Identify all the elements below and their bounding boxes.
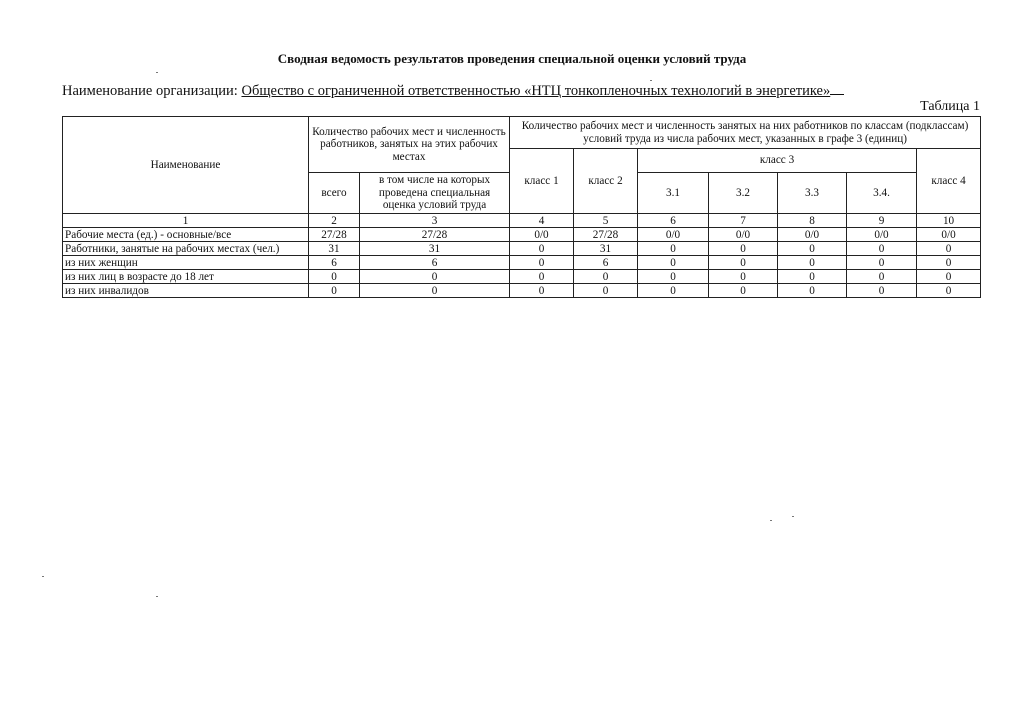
header-class1: класс 1 [510, 149, 574, 214]
table-cell: 0 [638, 242, 709, 256]
underline-fill [830, 94, 844, 95]
table-cell: 0 [574, 270, 638, 284]
row-label: из них инвалидов [63, 284, 309, 298]
table-cell: 0 [847, 284, 917, 298]
document-title: Сводная ведомость результатов проведения специальной оценки условий труда [277, 51, 747, 66]
table-cell: 0 [510, 242, 574, 256]
row-label: Работники, занятые на рабочих местах (чел.) [63, 242, 309, 256]
table-cell: 0/0 [847, 228, 917, 242]
table-cell: 0 [510, 284, 574, 298]
table-cell: 6 [574, 256, 638, 270]
table-cell: 6 [309, 256, 360, 270]
column-number: 3 [360, 214, 510, 228]
table-cell: 0 [778, 270, 847, 284]
column-number: 7 [709, 214, 778, 228]
table-cell: 0/0 [510, 228, 574, 242]
column-number: 4 [510, 214, 574, 228]
table-cell: 0 [309, 270, 360, 284]
table-cell: 31 [309, 242, 360, 256]
header-workplaces-group: Количество рабочих мест и численность работников, занятых на этих рабочих местах [309, 117, 510, 173]
column-number: 9 [847, 214, 917, 228]
scan-speck [42, 576, 44, 577]
row-label: из них женщин [63, 256, 309, 270]
organization-line [62, 83, 844, 100]
table-cell: 0 [709, 256, 778, 270]
table-number: Таблица 1 [920, 99, 980, 114]
table-cell: 0/0 [638, 228, 709, 242]
table-cell: 0 [709, 284, 778, 298]
scan-speck [650, 80, 652, 81]
table-cell: 0 [360, 284, 510, 298]
row-label: из них лиц в возрасте до 18 лет [63, 270, 309, 284]
table-cell: 0/0 [917, 228, 981, 242]
column-number: 5 [574, 214, 638, 228]
header-classes-group: Количество рабочих мест и численность занятых на них работников по классам (подклассам) условий труда из числа рабочих мест, указанных в графе 3 (единиц) [510, 117, 981, 149]
table-cell: 0 [709, 242, 778, 256]
table-cell: 0 [778, 284, 847, 298]
organization-name: Общество с ограниченной ответственностью «НТЦ тонкопленочных технологий в энергетике» [241, 83, 831, 99]
table-cell: 0 [709, 270, 778, 284]
header-class3-1: 3.1 [638, 173, 709, 214]
table-cell: 0 [510, 270, 574, 284]
table-cell: 0 [510, 256, 574, 270]
table-row [63, 256, 981, 270]
table-cell: 0/0 [778, 228, 847, 242]
table-cell: 0 [638, 256, 709, 270]
scan-speck [792, 516, 794, 517]
table-row [63, 284, 981, 298]
header-class3-2: 3.2 [709, 173, 778, 214]
table-cell: 0 [309, 284, 360, 298]
scan-speck [156, 72, 158, 73]
header-assessed: в том числе на которых проведена специальная оценка условий труда [360, 173, 510, 214]
header-total: всего [309, 173, 360, 214]
table-row [63, 242, 981, 256]
table-cell: 6 [360, 256, 510, 270]
header-class2: класс 2 [574, 149, 638, 214]
table-cell: 27/28 [574, 228, 638, 242]
column-number: 2 [309, 214, 360, 228]
column-number: 10 [917, 214, 981, 228]
header-class4: класс 4 [917, 149, 981, 214]
column-number: 8 [778, 214, 847, 228]
header-class3-4: 3.4. [847, 173, 917, 214]
table-cell: 0 [847, 256, 917, 270]
header-class3: класс 3 [638, 149, 917, 173]
column-numbers-row [63, 214, 981, 228]
table-cell: 27/28 [360, 228, 510, 242]
table-cell: 0 [778, 242, 847, 256]
table-cell: 0 [778, 256, 847, 270]
table-cell: 0 [917, 256, 981, 270]
table-cell: 0 [917, 284, 981, 298]
table-cell: 0 [917, 270, 981, 284]
table-cell: 0 [574, 284, 638, 298]
table-cell: 0 [847, 270, 917, 284]
table-cell: 0 [917, 242, 981, 256]
column-number: 1 [63, 214, 309, 228]
table-cell: 31 [574, 242, 638, 256]
table-cell: 0/0 [709, 228, 778, 242]
table-cell: 31 [360, 242, 510, 256]
table-cell: 0 [638, 270, 709, 284]
scan-speck [156, 596, 158, 597]
column-number: 6 [638, 214, 709, 228]
summary-table [62, 116, 981, 298]
row-label: Рабочие места (ед.) - основные/все [63, 228, 309, 242]
table-cell: 0 [847, 242, 917, 256]
organization-label: Наименование организации: [62, 83, 238, 99]
header-class3-3: 3.3 [778, 173, 847, 214]
table-row [63, 228, 981, 242]
table-cell: 0 [360, 270, 510, 284]
table-cell: 27/28 [309, 228, 360, 242]
scan-speck [770, 520, 772, 521]
table-cell: 0 [638, 284, 709, 298]
table-row [63, 270, 981, 284]
header-name: Наименование [63, 117, 309, 214]
